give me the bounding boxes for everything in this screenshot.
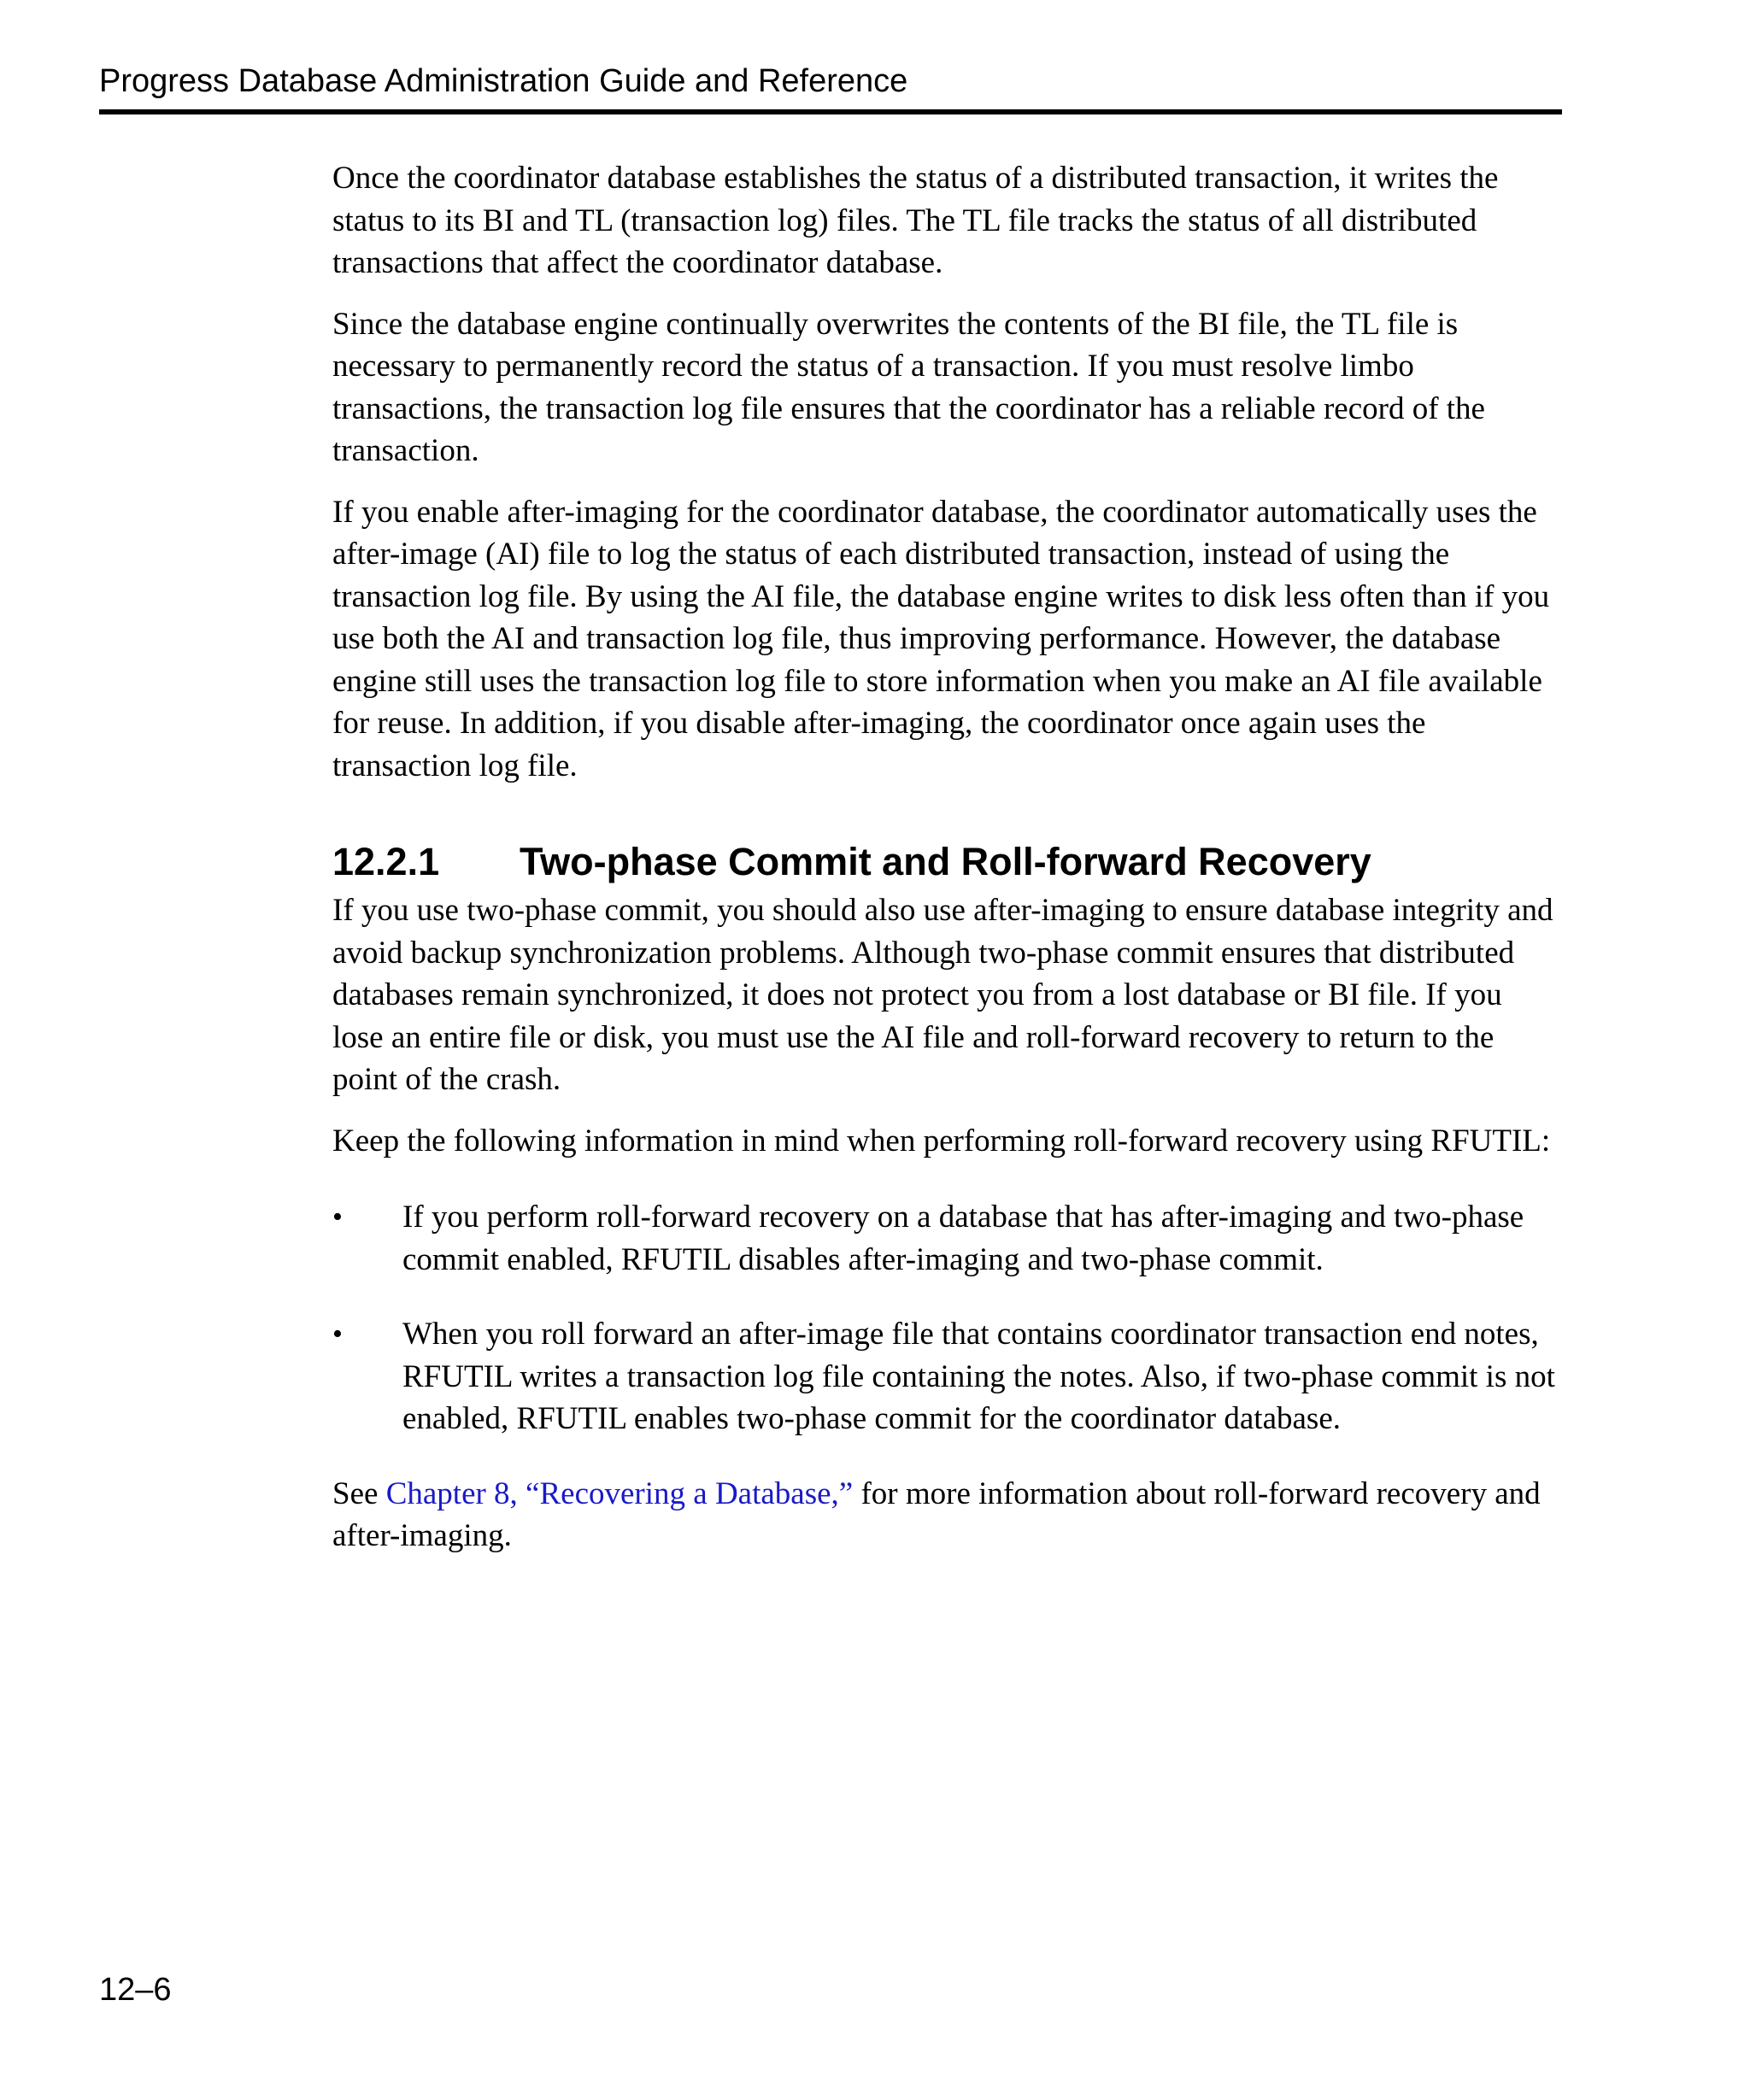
paragraph-rfutil-intro: Keep the following information in mind when performing roll-forward recovery using RFUTIL: (332, 1123, 1551, 1159)
see-also-prefix: See (332, 1475, 386, 1511)
paragraph-two-phase-commit: If you use two-phase commit, you should also use after-imaging to ensure database integrity and avoid backup synchronization problems. Although two-phase commit ensures that distributed databases remain synchronized, it does not protect you from a lost database or BI file. If you lose an entire file or disk, you must use the AI file and roll-forward recovery to return to the point of the crash. (332, 893, 1553, 1097)
body-text (332, 157, 1559, 1576)
bullet-icon: • (332, 1201, 343, 1233)
page-number: 12–6 (99, 1972, 172, 2008)
paragraph-see-also (332, 1473, 1559, 1557)
section-heading (332, 838, 1559, 886)
paragraph-coordinator-status: Once the coordinator database establishes the status of a distributed transaction, it writes the status to its BI and TL (transaction log) files. The TL file tracks the status of all distributed transactions that affect the coordinator database. (332, 161, 1499, 280)
section-number: 12.2.1 (332, 840, 440, 883)
list-item (332, 1313, 1559, 1440)
list-item-text: If you perform roll-forward recovery on a database that has after-imaging and two-phase commit enabled, RFUTIL disables after-imaging and two-phase commit. (402, 1200, 1524, 1277)
header-rule (99, 109, 1562, 114)
chapter-8-link[interactable]: Chapter 8, “Recovering a Database,” (385, 1475, 854, 1511)
see-also-suffix: for more information about roll-forward recovery and after-imaging. (332, 1475, 1541, 1553)
paragraph-after-imaging: If you enable after-imaging for the coordinator database, the coordinator automatically uses the after-image (AI) file to log the status of each distributed transaction, instead of using the transaction log file. By using the AI file, the database engine writes to disk less often than if you use both the AI and transaction log file, thus improving performance. However, the database engine still uses the transaction log file to store information when you make an AI file available for reuse. In addition, if you disable after-imaging, the coordinator once again uses the transaction log file. (332, 494, 1550, 783)
list-item (332, 1196, 1559, 1281)
running-header: Progress Database Administration Guide and Reference (99, 63, 908, 99)
bullet-icon: • (332, 1318, 343, 1350)
paragraph-tl-file: Since the database engine continually overwrites the contents of the BI file, the TL file is necessary to permanently record the status of a transaction. If you must resolve limbo transactions, the transaction log file ensures that the coordinator has a reliable record of the transaction. (332, 306, 1485, 468)
bullet-list (332, 1196, 1559, 1440)
section-title: Two-phase Commit and Roll-forward Recovery (520, 840, 1371, 883)
list-item-text: When you roll forward an after-image file that contains coordinator transaction end notes, RFUTIL writes a transaction log file containing the notes. Also, if two-phase commit is not enabled, RFUTIL enables two-phase commit for the coordinator database. (402, 1317, 1555, 1436)
